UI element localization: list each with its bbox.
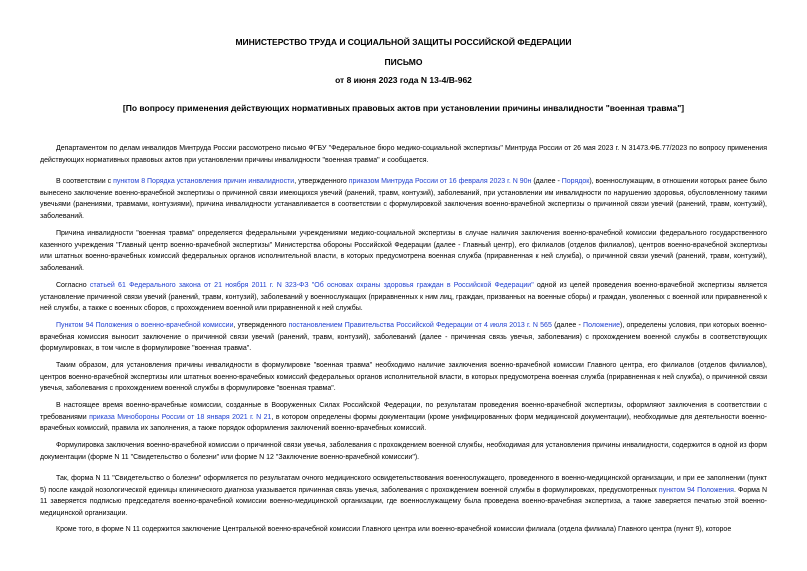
paragraph-3: Причина инвалидности "военная травма" определяется федеральными учреждениями медико-социальной экспертизы в случае наличия заключения военно-врачебной комиссии федерального государственного казенного учреждения "Главный центр военно-врачебной экспертизы" Министерства обороны Российской Федерации (далее - Главный центр), его филиалов (отделов филиалов), центров военно-врачебной экспертизы или штатных военно-врачебных комиссий федеральных органов исполнительной власти, в которых предусмотрена военная служба (приравненная к ней служба), о причинной связи увечий (ранений, травм, контузий), заболеваний.	[40, 230, 767, 272]
link-procedure-point-8[interactable]: пунктом 8 Порядка установления причин инвалидности	[113, 178, 295, 185]
paragraph-4: Согласно статьей 61 Федерального закона от 21 ноября 2011 г. N 323-ФЗ "Об основах охраны здоровья граждан в Российской Федерации" одной из целей проведения военно-врачебной экспертизы является установление причинной связи увечий (ранений, травм, контузий), заболеваний у военнослужащих (приравненных к ним лиц, граждан, призванных на военные сборы) и граждан, уволенных с военной или приравненной к ней службы, а также с военных сборов, с прохождением военной или приравненной к ней службы.	[40, 282, 768, 312]
link-regulation-point-94[interactable]: Пунктом 94 Положения о военно-врачебной комиссии	[56, 322, 234, 329]
paragraph-7: В настоящее время военно-врачебные комиссии, созданные в Вооруженных Силах Российской Федерации, по результатам проведения военно-врачебной экспертизы, оформляют заключения в соответствии с требованиями приказа Минобороны России от 18 января 2021 г. N 21, в котором определены формы документации (кроме унифицированных форм медицинской документации), необходимые для деятельности военно-врачебных комиссий, правила их заполнения, а также порядок оформления заключений военно-врачебных комиссий.	[40, 402, 767, 432]
link-regulation[interactable]: Положение	[583, 322, 621, 329]
paragraph-1: Департаментом по делам инвалидов Минтруда России рассмотрено письмо ФГБУ "Федеральное бюро медико-социальной экспертизы" Минтруда России от 26 мая 2023 г. N 31473.ФБ.77/2023 по вопросу применения действующих нормативных правовых актов при установлении причины инвалидности "военная травма" и сообщается.	[40, 145, 767, 164]
link-order-90n[interactable]: приказом Минтруда России от 16 февраля 2023 г. N 90н	[348, 178, 532, 185]
paragraph-10: Кроме того, в форме N 11 содержится заключение Центральной военно-врачебной комиссии Главного центра или военно-врачебной комиссии филиала (отдела филиала) Главного центра (пункт 9), которое	[56, 526, 732, 533]
letter-subject: [По вопросу применения действующих нормативных правовых актов при установлении причины инвалидности "военная травма"]	[122, 103, 685, 113]
paragraph-6: Таким образом, для установления причины инвалидности в формулировке "военная травма" необходимо наличие заключения военно-врачебной комиссии Главного центра, его филиалов (отделов филиалов), центров военно-врачебной экспертизы или штатных военно-врачебных комиссий федеральных органов исполнительной власти, в которых предусмотрена военная служба (приравненная к ней служба), о причинной связи увечья, заболевания с прохождением военной службы в формулировке "военная травма".	[40, 362, 767, 392]
paragraph-8: Формулировка заключения военно-врачебной комиссии о причинной связи увечья, заболевания с прохождением военной службы, необходимая для установления причины инвалидности, содержится в одной из форм документации (форме N 11 "Свидетельство о болезни" или форме N 12 "Заключение военно-врачебной комиссии").	[40, 442, 767, 461]
link-procedure[interactable]: Порядок	[561, 178, 590, 185]
link-regulation-point-94-b[interactable]: пунктом 94 Положения	[658, 486, 734, 494]
paragraph-2: В соответствии с пунктом 8 Порядка установления причин инвалидности, утвержденного приказом Минтруда России от 16 февраля 2023 г. N 90н (далее - Порядок), военнослужащим, в отношении которых ранее было вынесено заключение военно-врачебной экспертизы о причинной связи имеющихся увечий (ранений, травм, контузий), заболеваний, при установлении им инвалидности по нарушению здоровья, обусловленному такими увечьями (ранениями, травмами, контузиями), причина инвалидности устанавливается в соответствии с формулировкой заключения военно-врачебной экспертизы о причинной связи увечий (ранений, травм, контузий), заболеваний.	[40, 178, 767, 220]
paragraph-5: Пунктом 94 Положения о военно-врачебной комиссии, утвержденного постановлением Правительства Российской Федерации от 4 июля 2013 г. N 565 (далее - Положение), определены условия, при которых военно-врачебная комиссия выносит заключение о причинной связи увечий (ранений, травм, контузий), заболеваний (далее - причинная связь увечья, заболевания) с прохождением военной службы в соответствующих формулировках, в том числе в формулировке "военная травма".	[40, 322, 768, 352]
document-date-number: от 8 июня 2023 года N 13-4/В-962	[335, 75, 472, 85]
link-federal-law-323[interactable]: статьей 61 Федерального закона от 21 ноября 2011 г. N 323-ФЗ "Об основах охраны здоровья граждан в Российской Федерации"	[89, 282, 534, 289]
paragraph-9: Так, форма N 11 "Свидетельство о болезни" оформляется по результатам очного медицинского освидетельствования военнослужащего, проведенного в военно-медицинской организации, и при ее заполнении (пункт 5) после каждой нозологической единицы клинического диагноза указывается причинная связь увечья, заболевания с прохождением военной службы в формулировках, предусмотренных пунктом 94 Положения. Форма N 11 заверяется подписью председателя военно-врачебной комиссии военно-медицинской организации, где военнослужащему была проведена военно-врачебная экспертиза, а также заверяется печатью этой военно-медицинской организации.	[40, 475, 768, 517]
link-resolution-565[interactable]: постановлением Правительства Российской Федерации от 4 июля 2013 г. N 565	[288, 322, 552, 329]
document-type: ПИСЬМО	[384, 57, 423, 67]
ministry-heading: МИНИСТЕРСТВО ТРУДА И СОЦИАЛЬНОЙ ЗАЩИТЫ РОССИЙСКОЙ ФЕДЕРАЦИИ	[235, 37, 572, 47]
link-mod-order-21[interactable]: приказа Минобороны России от 18 января 2021 г. N 21	[89, 413, 272, 421]
